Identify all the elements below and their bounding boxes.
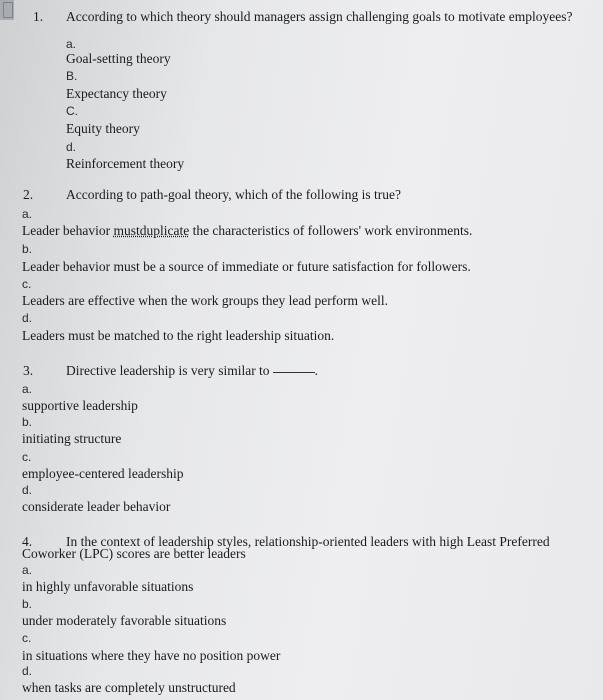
option-text[interactable]: Reinforcement theory: [66, 156, 185, 171]
question-number: 1.: [33, 9, 44, 24]
option-letter: c.: [22, 450, 32, 464]
option-letter: b.: [22, 242, 33, 256]
question-text: According to path-goal theory, which of the following is true?: [66, 187, 402, 202]
option-text[interactable]: supportive leadership: [22, 398, 138, 413]
option-text[interactable]: Leader behavior must be a source of immediate or future satisfaction for followers.: [22, 259, 471, 274]
option-text[interactable]: considerate leader behavior: [22, 499, 171, 514]
option-text[interactable]: employee-centered leadership: [22, 466, 184, 481]
option-letter: c.: [22, 277, 32, 291]
answer-blank[interactable]: [273, 372, 315, 373]
option-letter: b.: [22, 415, 33, 429]
option-letter: b.: [22, 597, 33, 611]
option-letter: d.: [22, 483, 33, 497]
option-text[interactable]: in situations where they have no position power: [22, 648, 281, 663]
option-text[interactable]: initiating structure: [22, 431, 122, 446]
option-letter: B.: [66, 69, 78, 83]
option-text[interactable]: when tasks are completely unstructured: [22, 680, 236, 695]
option-text[interactable]: Leaders are effective when the work groups they lead perform well.: [22, 293, 388, 308]
question-number: 2.: [23, 187, 34, 202]
flagged-word: mustduplicate: [113, 223, 190, 238]
option-text[interactable]: in highly unfavorable situations: [22, 579, 194, 594]
option-letter: d.: [22, 664, 33, 678]
question-number: 4.: [22, 534, 33, 549]
option-letter: a.: [22, 563, 33, 577]
binder-clip-icon: [0, 0, 14, 20]
question-number: 3.: [23, 363, 34, 378]
option-letter: d.: [22, 311, 33, 325]
question-text-line2: Coworker (LPC) scores are better leaders: [22, 546, 246, 561]
option-letter: a.: [22, 207, 33, 221]
option-text[interactable]: Leaders must be matched to the right leadership situation.: [22, 328, 335, 343]
option-letter: c.: [22, 631, 32, 645]
option-text[interactable]: Expectancy theory: [66, 86, 167, 101]
question-text: Directive leadership is very similar to .: [66, 363, 318, 378]
option-letter: a.: [66, 37, 77, 51]
option-text[interactable]: Leader behavior mustduplicate the characteristics of followers' work environments.: [22, 223, 473, 238]
option-text[interactable]: Equity theory: [66, 121, 140, 136]
question-text: In the context of leadership styles, relationship-oriented leaders with high Least Preferred: [66, 534, 550, 549]
option-text[interactable]: Goal-setting theory: [66, 51, 171, 66]
option-text[interactable]: under moderately favorable situations: [22, 613, 227, 628]
question-text: According to which theory should managers assign challenging goals to motivate employees?: [66, 9, 573, 24]
option-letter: C.: [66, 104, 78, 118]
option-letter: a.: [22, 382, 33, 396]
option-letter: d.: [66, 140, 77, 154]
